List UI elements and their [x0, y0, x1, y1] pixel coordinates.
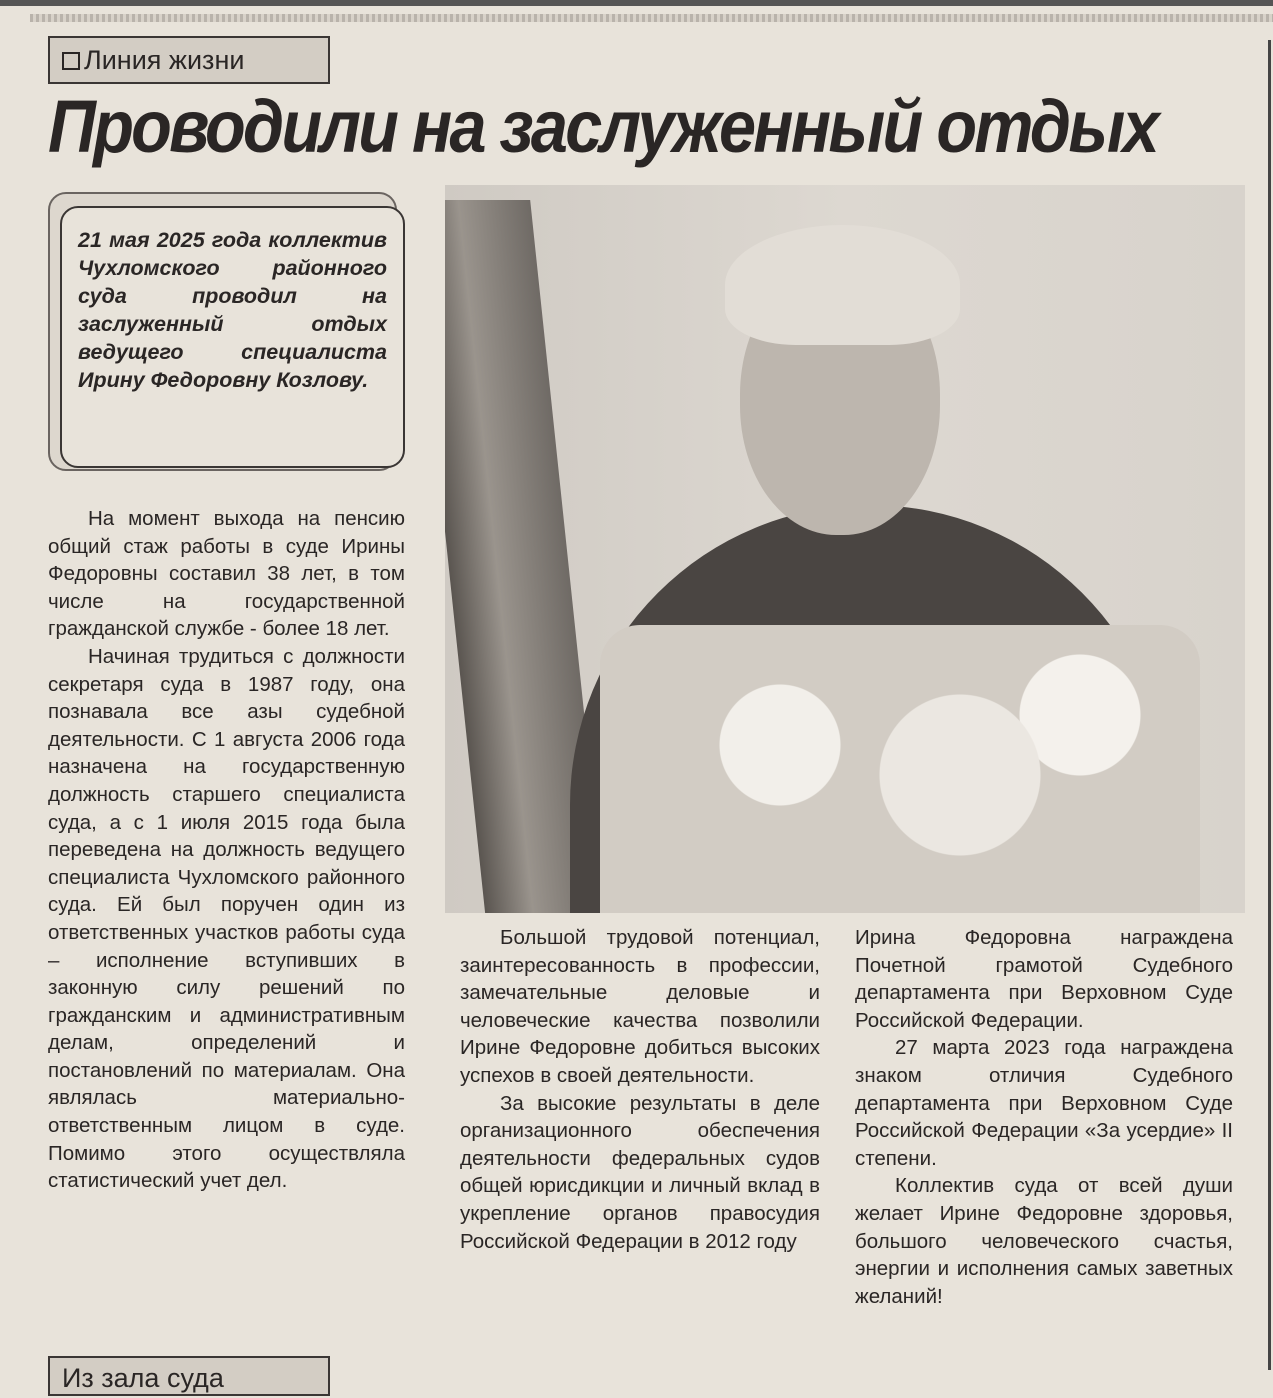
flower-bouquet — [600, 625, 1200, 913]
dotted-divider — [30, 14, 1273, 22]
paragraph: На момент выхода на пенсию общий стаж работы в суде Ирины Федоровны составил 38 лет, в том числе на государственной гражданской службе - более 18 лет. — [48, 507, 405, 641]
paragraph: Начиная трудиться с должности секретаря суда в 1987 году, она познавала все азы судебной деятельности. С 1 августа 2006 года назначена на государственную должность старшего специалиста суда, а с 1 июля 2015 года была переведена на должность ведущего специалиста Чухломского районного суда. Ей был поручен один из ответственных участков работы суда – исполнение вступивших в законную силу решений по гражданским и административным делам, определений и постановлений по материалам. Она являлась материально-ответственным лицом в суде. Помимо этого осуществляла статистический учет дел. — [48, 644, 405, 1193]
section-rubric — [48, 36, 330, 84]
article-column-2 — [460, 924, 820, 1255]
headline: Проводили на заслуженный отдых — [48, 85, 1157, 168]
column-rule — [1268, 40, 1271, 1370]
person-hair — [725, 225, 960, 345]
paragraph: Коллектив суда от всей души желает Ирине Федоровне здоровья, большого человеческого счастья, энергии и исполнения самых заветных желаний! — [855, 1174, 1233, 1308]
paragraph: Ирина Федоровна награждена Почетной грамотой Судебного департамента при Верховном Суде Российской Федерации. — [855, 926, 1233, 1032]
article-photo — [445, 185, 1245, 913]
top-rule — [0, 0, 1273, 6]
lead-paragraph: 21 мая 2025 года коллектив Чухломского районного суда проводил на заслуженный отдых ведущего специалиста Ирину Федоровну Козлову. — [60, 206, 405, 468]
square-bullet-icon — [62, 52, 80, 70]
paragraph: Большой трудовой потенциал, заинтересованность в профессии, замечательные деловые и человеческие качества позволили Ирине Федоровне добиться высоких успехов в своей деятельности. — [460, 926, 820, 1087]
article-column-1 — [48, 505, 405, 1195]
rubric-label: Линия жизни — [84, 45, 245, 75]
paragraph: За высокие результаты в деле организационного обеспечения деятельности федеральных судов общей юрисдикции и личный вклад в укрепление органов правосудия Российской Федерации в 2012 году — [460, 1091, 820, 1253]
next-section-rubric — [48, 1356, 330, 1396]
article-column-3 — [855, 924, 1233, 1310]
paragraph: 27 марта 2023 года награждена знаком отличия Судебного департамента при Верховном Суде Российской Федерации «За усердие» II степени. — [855, 1036, 1233, 1170]
rubric-label: Из зала суда — [62, 1363, 224, 1393]
